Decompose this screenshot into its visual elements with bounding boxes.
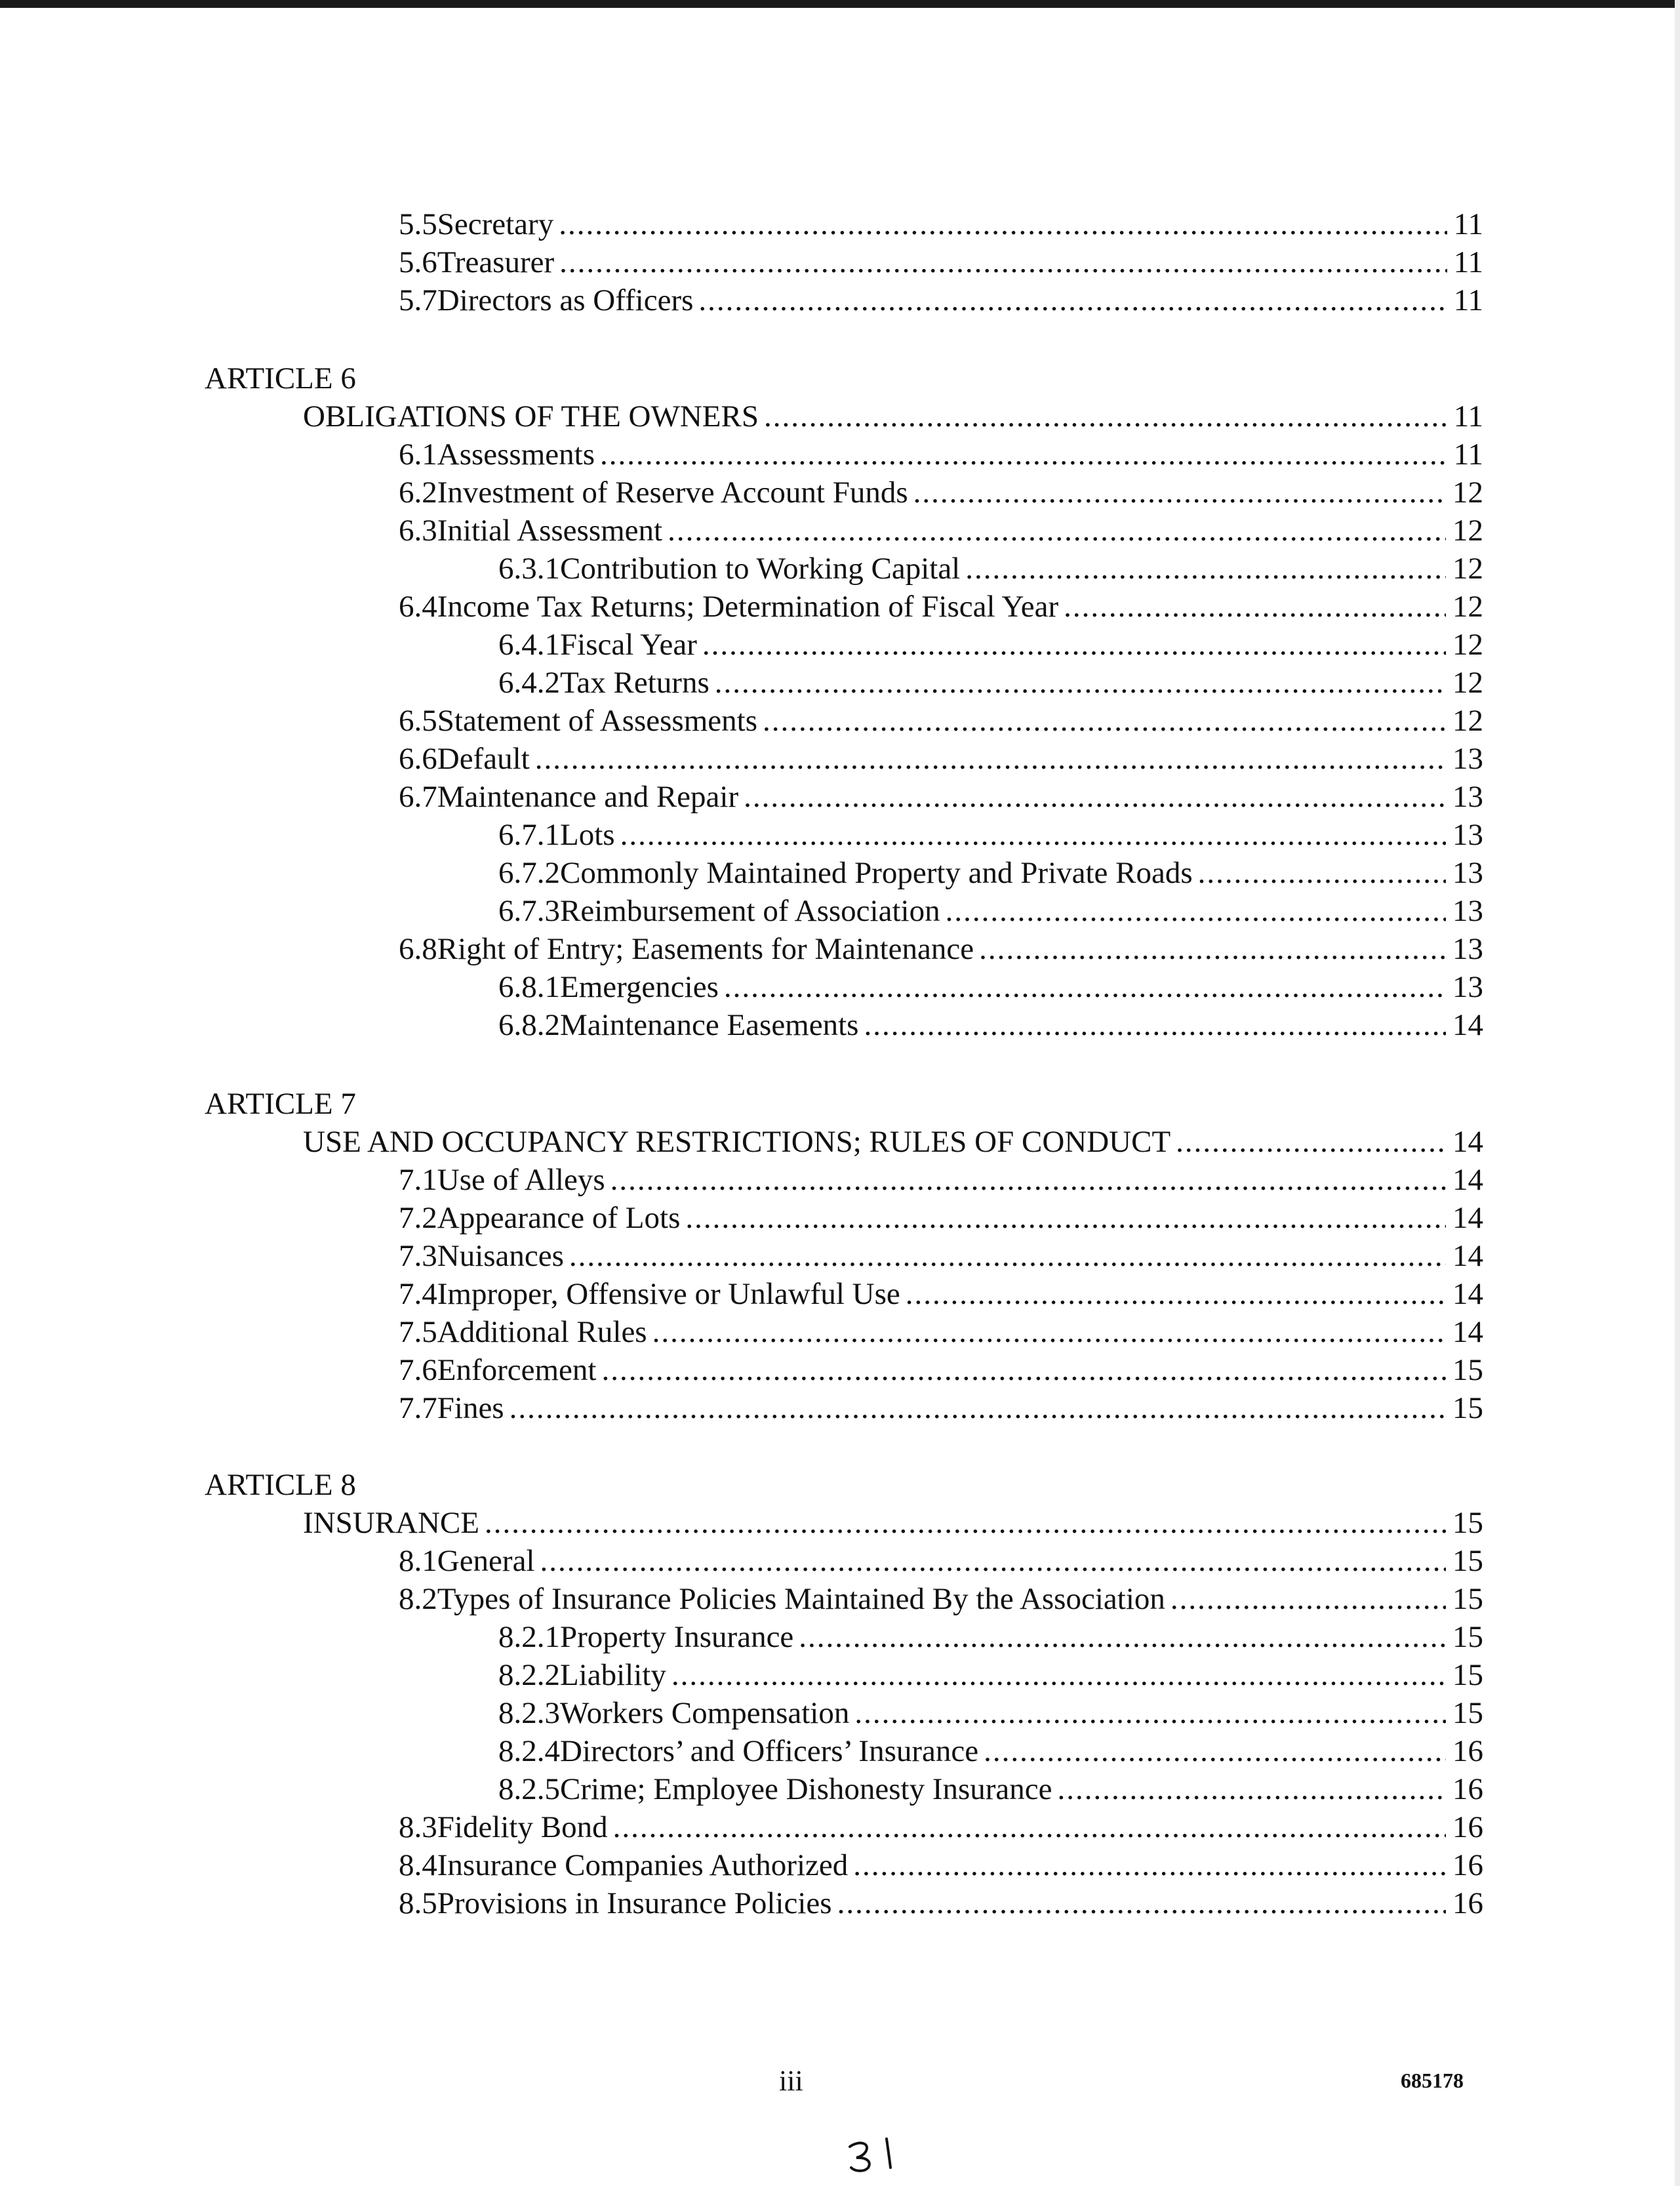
toc-entry-number: 6.7.1 [498, 818, 560, 852]
dot-leader [510, 1389, 1446, 1427]
toc-entry-number: 8.2 [399, 1582, 437, 1616]
toc-entry-page: 14 [1452, 1163, 1483, 1197]
toc-entry-title: Directors’ and Officers’ Insurance [560, 1734, 979, 1768]
dot-leader [668, 512, 1446, 550]
toc-entry [399, 1808, 1483, 1846]
dot-leader [1058, 1770, 1446, 1808]
toc-entry-title: Directors as Officers [437, 283, 694, 317]
toc-entry-page: 13 [1452, 970, 1483, 1004]
dot-leader [1064, 588, 1446, 626]
dot-leader [698, 281, 1447, 319]
toc-entry [399, 243, 1483, 281]
dot-leader [559, 243, 1447, 281]
toc-entry-title: Treasurer [437, 245, 555, 279]
toc-entry-page: 14 [1452, 1201, 1483, 1235]
article-title-entry [303, 397, 1483, 435]
toc-entry-page: 16 [1452, 1810, 1483, 1844]
dot-leader [906, 1275, 1446, 1313]
dot-leader [853, 1846, 1446, 1884]
toc-entry-title: Lots [560, 818, 615, 852]
toc-entry-number: 6.8.1 [498, 970, 560, 1004]
dot-leader [763, 702, 1446, 740]
page-number: iii [779, 2065, 803, 2097]
toc-entry-page: 16 [1452, 1848, 1483, 1882]
dot-leader [535, 740, 1446, 778]
toc-entry-number: 7.1 [399, 1163, 437, 1197]
toc-entry-title: Statement of Assessments [437, 704, 757, 738]
dot-leader [854, 1694, 1446, 1732]
article-page: 11 [1453, 399, 1483, 434]
toc-entry [399, 1275, 1483, 1313]
toc-entry-page: 13 [1452, 856, 1483, 890]
dot-leader [1198, 854, 1446, 892]
article-title-entry [303, 1123, 1483, 1161]
toc-entry-page: 16 [1452, 1734, 1483, 1768]
dot-leader [702, 626, 1446, 664]
toc-entry-title: Initial Assessment [437, 514, 663, 548]
dot-leader [601, 1351, 1446, 1389]
toc-entry-page: 12 [1452, 514, 1483, 548]
toc-entry-page: 15 [1452, 1353, 1483, 1387]
toc-entry [498, 664, 1483, 702]
toc-entry [399, 435, 1483, 474]
toc-entry [399, 474, 1483, 512]
toc-entry-number: 6.3 [399, 514, 437, 548]
dot-leader [946, 892, 1446, 930]
toc-entry-title: Enforcement [437, 1353, 597, 1387]
toc-entry-title: Commonly Maintained Property and Private Roads [560, 856, 1193, 890]
toc-entry-page: 15 [1452, 1544, 1483, 1578]
toc-entry-title: Property Insurance [560, 1620, 794, 1654]
dot-leader [984, 1732, 1446, 1770]
toc-entry [498, 854, 1483, 892]
dot-leader [485, 1504, 1446, 1542]
toc-entry [399, 702, 1483, 740]
toc-entry-page: 14 [1452, 1315, 1483, 1349]
toc-entry [399, 281, 1483, 319]
toc-entry-number: 6.7 [399, 780, 437, 814]
toc-entry-number: 7.4 [399, 1277, 437, 1311]
toc-entry-number: 7.7 [399, 1391, 437, 1425]
toc-entry-number: 8.2.4 [498, 1734, 560, 1768]
dot-leader [724, 968, 1446, 1006]
toc-entry-number: 5.6 [399, 245, 437, 279]
toc-entry-title: Fines [437, 1391, 504, 1425]
toc-entry-title: Types of Insurance Policies Maintained By the Association [437, 1582, 1165, 1616]
article-page: 15 [1452, 1506, 1483, 1540]
toc-entry [498, 816, 1483, 854]
dot-leader [979, 930, 1446, 968]
toc-entry-number: 6.6 [399, 742, 437, 776]
toc-entry-title: Additional Rules [437, 1315, 647, 1349]
toc-entry [498, 1770, 1483, 1808]
dot-leader [559, 205, 1447, 243]
toc-entry [498, 626, 1483, 664]
toc-entry [498, 550, 1483, 588]
toc-entry-title: Appearance of Lots [437, 1201, 681, 1235]
toc-entry-page: 12 [1452, 628, 1483, 662]
toc-entry-page: 12 [1452, 552, 1483, 586]
toc-entry-page: 15 [1452, 1658, 1483, 1692]
toc-entry-number: 6.7.2 [498, 856, 560, 890]
toc-entry-title: Maintenance and Repair [437, 780, 739, 814]
toc-entry-page: 13 [1452, 894, 1483, 928]
toc-entry-title: Emergencies [560, 970, 719, 1004]
toc-entry-page: 13 [1452, 818, 1483, 852]
toc-entry-number: 7.5 [399, 1315, 437, 1349]
toc-entry-number: 5.7 [399, 283, 437, 317]
handwritten-note-image [846, 2135, 908, 2174]
toc-entry [399, 1199, 1483, 1237]
toc-entry-number: 8.3 [399, 1810, 437, 1844]
toc-entry-title: Improper, Offensive or Unlawful Use [437, 1277, 900, 1311]
toc-entry [399, 512, 1483, 550]
dot-leader [613, 1808, 1446, 1846]
article-title: INSURANCE [303, 1506, 479, 1540]
toc-entry-number: 8.2.5 [498, 1772, 560, 1806]
toc-entry-number: 8.1 [399, 1544, 437, 1578]
toc-entry-number: 8.4 [399, 1848, 437, 1882]
toc-entry-number: 6.8.2 [498, 1008, 560, 1042]
toc-entry-page: 13 [1452, 780, 1483, 814]
toc-entry-page: 12 [1452, 590, 1483, 624]
toc-entry-title: Tax Returns [560, 666, 710, 700]
toc-entry [399, 1161, 1483, 1199]
toc-entry-title: Liability [560, 1658, 666, 1692]
dot-leader [671, 1656, 1446, 1694]
toc-entry-title: Provisions in Insurance Policies [437, 1886, 832, 1920]
toc-entry-title: Right of Entry; Easements for Maintenance [437, 932, 974, 966]
toc-entry-title: Nuisances [437, 1239, 564, 1273]
article-label: ARTICLE 8 [205, 1468, 356, 1502]
toc-entry-number: 7.6 [399, 1353, 437, 1387]
dot-leader [799, 1618, 1446, 1656]
dot-leader [652, 1313, 1446, 1351]
toc-entry-number: 6.4.1 [498, 628, 560, 662]
toc-entry-page: 11 [1453, 437, 1483, 472]
toc-entry [399, 1846, 1483, 1884]
dot-leader [744, 778, 1446, 816]
toc-entry-number: 8.5 [399, 1886, 437, 1920]
toc-entry [498, 1656, 1483, 1694]
dot-leader [610, 1161, 1446, 1199]
article-label: ARTICLE 6 [205, 361, 356, 395]
toc-entry-page: 14 [1452, 1008, 1483, 1042]
dot-leader [837, 1884, 1446, 1922]
toc-entry [399, 588, 1483, 626]
toc-entry-page: 13 [1452, 932, 1483, 966]
dot-leader [569, 1237, 1446, 1275]
dot-leader [764, 397, 1447, 435]
toc-entry-title: Investment of Reserve Account Funds [437, 476, 908, 510]
toc-entry [399, 778, 1483, 816]
toc-entry-title: Default [437, 742, 530, 776]
dot-leader [864, 1006, 1446, 1044]
toc-entry-page: 11 [1453, 207, 1483, 241]
toc-entry-number: 7.3 [399, 1239, 437, 1273]
toc-entry-number: 7.2 [399, 1201, 437, 1235]
toc-entry-page: 11 [1453, 283, 1483, 317]
toc-entry-number: 6.4 [399, 590, 437, 624]
article-title: OBLIGATIONS OF THE OWNERS [303, 399, 759, 434]
toc-entry [399, 1237, 1483, 1275]
dot-leader [913, 474, 1446, 512]
toc-entry-page: 14 [1452, 1239, 1483, 1273]
toc-entry-title: Insurance Companies Authorized [437, 1848, 849, 1882]
toc-entry-number: 6.7.3 [498, 894, 560, 928]
dot-leader [1170, 1580, 1446, 1618]
toc-entry [498, 968, 1483, 1006]
toc-entry [399, 1884, 1483, 1922]
toc-entry-page: 12 [1452, 704, 1483, 738]
toc-entry-title: Crime; Employee Dishonesty Insurance [560, 1772, 1052, 1806]
dot-leader [965, 550, 1446, 588]
toc-entry-page: 16 [1452, 1772, 1483, 1806]
toc-entry-page: 13 [1452, 742, 1483, 776]
toc-entry [399, 740, 1483, 778]
toc-entry [498, 1006, 1483, 1044]
dot-leader [620, 816, 1446, 854]
toc-entry-title: General [437, 1544, 535, 1578]
toc-entry-number: 8.2.3 [498, 1696, 560, 1730]
document-number: 685178 [1401, 2069, 1464, 2092]
toc-entry-number: 6.3.1 [498, 552, 560, 586]
article-page: 14 [1452, 1125, 1483, 1159]
toc-entry-number: 6.2 [399, 476, 437, 510]
toc-entry-number: 6.8 [399, 932, 437, 966]
toc-entry [399, 1580, 1483, 1618]
toc-entry [399, 1389, 1483, 1427]
toc-entry-title: Use of Alleys [437, 1163, 605, 1197]
toc-entry-page: 16 [1452, 1886, 1483, 1920]
toc-entry-title: Contribution to Working Capital [560, 552, 961, 586]
toc-entry [498, 1732, 1483, 1770]
toc-entry-title: Assessments [437, 437, 595, 472]
dot-leader [540, 1542, 1446, 1580]
toc-entry-number: 8.2.2 [498, 1658, 560, 1692]
toc-entry-number: 6.5 [399, 704, 437, 738]
toc-entry-number: 6.1 [399, 437, 437, 472]
toc-entry [399, 205, 1483, 243]
toc-entry-number: 8.2.1 [498, 1620, 560, 1654]
toc-entry-page: 12 [1452, 666, 1483, 700]
toc-entry-number: 6.4.2 [498, 666, 560, 700]
toc-entry-title: Secretary [437, 207, 554, 241]
dot-leader [1176, 1123, 1446, 1161]
toc-entry-page: 15 [1452, 1696, 1483, 1730]
toc-entry-number: 5.5 [399, 207, 437, 241]
toc-entry [399, 930, 1483, 968]
toc-entry-title: Income Tax Returns; Determination of Fiscal Year [437, 590, 1059, 624]
toc-entry-page: 15 [1452, 1620, 1483, 1654]
toc-entry-page: 14 [1452, 1277, 1483, 1311]
article-title: USE AND OCCUPANCY RESTRICTIONS; RULES OF CONDUCT [303, 1125, 1171, 1159]
dot-leader [600, 435, 1447, 474]
toc-entry [399, 1351, 1483, 1389]
article-title-entry [303, 1504, 1483, 1542]
toc-entry [498, 892, 1483, 930]
toc-entry-title: Maintenance Easements [560, 1008, 859, 1042]
toc-entry-page: 15 [1452, 1391, 1483, 1425]
toc-entry [399, 1313, 1483, 1351]
dot-leader [685, 1199, 1446, 1237]
toc-entry-title: Fiscal Year [560, 628, 697, 662]
toc-entry-page: 11 [1453, 245, 1483, 279]
dot-leader [715, 664, 1446, 702]
toc-entry [498, 1694, 1483, 1732]
toc-entry-page: 12 [1452, 476, 1483, 510]
toc-entry-title: Workers Compensation [560, 1696, 850, 1730]
article-label: ARTICLE 7 [205, 1087, 356, 1121]
toc-entry-title: Fidelity Bond [437, 1810, 608, 1844]
toc-entry [498, 1618, 1483, 1656]
toc-entry [399, 1542, 1483, 1580]
toc-entry-page: 15 [1452, 1582, 1483, 1616]
toc-entry-title: Reimbursement of Association [560, 894, 940, 928]
